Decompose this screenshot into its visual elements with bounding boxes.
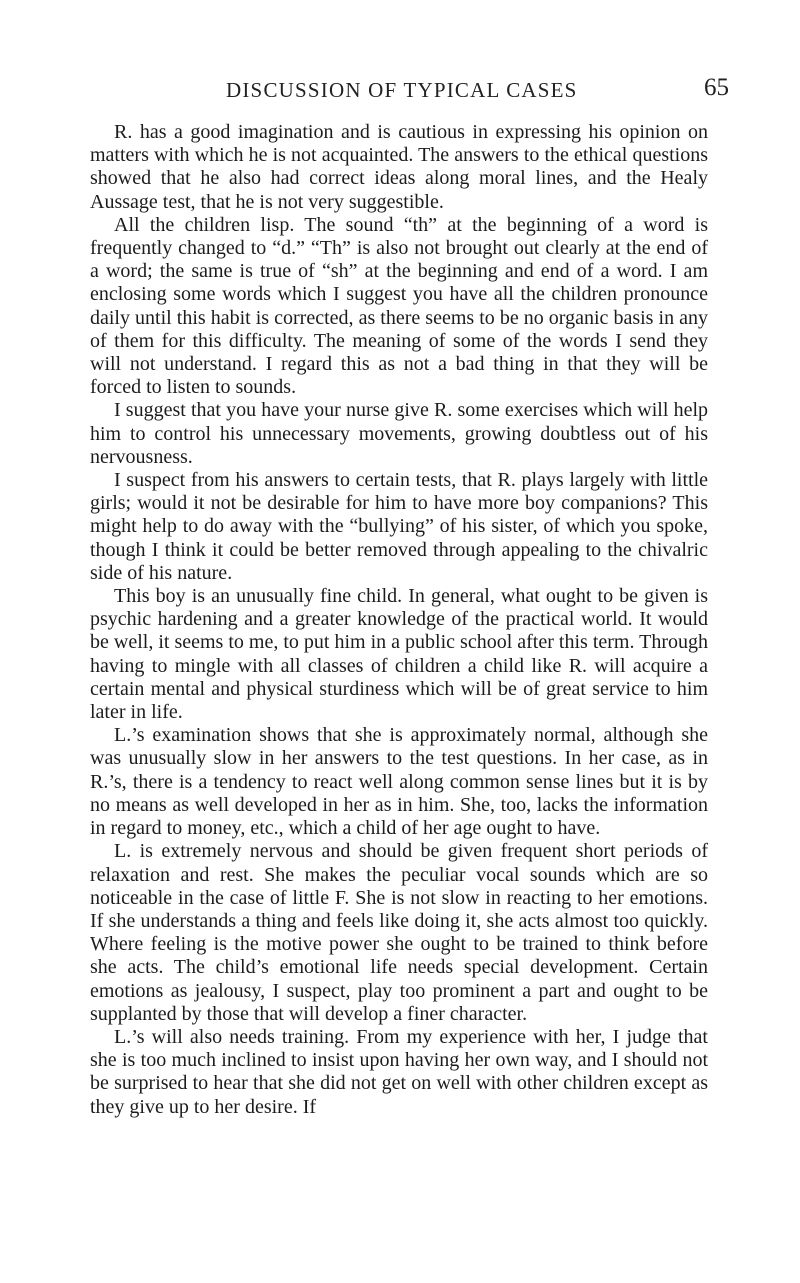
paragraph: R. has a good imagination and is cautious in expressing his opinion on matters with which he is not acquainted. The answers to the ethical questions showed that he also had correct ideas along moral lines, and the Healy Aussage test, that he is not very suggestible. — [90, 121, 708, 213]
paragraph: I suspect from his answers to certain tests, that R. plays largely with little girls; would it not be desirable for him to have more boy companions? This might help to do away with the “bullying” of his sister, of which you spoke, though I think it could be better removed through appealing to the chivalric side of his nature. — [90, 469, 708, 584]
running-head: DISCUSSION OF TYPICAL CASES — [226, 78, 578, 102]
paragraph: L. is extremely nervous and should be given frequent short periods of relaxation and rest. She makes the peculiar vocal sounds which are so noticeable in the case of little F. She is not slow in reacting to her emotions. If she understands a thing and feels like doing it, she acts almost too quickly. Where feeling is the motive power she ought to be trained to think before she acts. The child’s emotional life needs special development. Certain emotions as jealousy, I suspect, play too prominent a part and ought to be supplanted by those that will develop a finer character. — [90, 840, 708, 1025]
paragraph: L.’s will also needs training. From my experience with her, I judge that she is too much inclined to insist upon having her own way, and I should not be surprised to hear that she did not get on well with other children except as they give up to her desire. If — [90, 1025, 708, 1118]
paragraph: I suggest that you have your nurse give R. some exercises which will help him to control his unnecessary movements, growing doubtless out of his nervousness. — [90, 399, 708, 468]
paragraph: All the children lisp. The sound “th” at the beginning of a word is frequently changed to “d.” “Th” is also not brought out clearly at the end of a word; the same is true of “sh” at the beginning and end of a word. I am enclosing some words which I suggest you have all the children pronounce daily until this habit is corrected, as there seems to be no organic basis in any of them for this difficulty. The meaning of some of the words I send they will not understand. I regard this as not a bad thing in that they will be forced to listen to sounds. — [90, 213, 708, 399]
paragraph: L.’s examination shows that she is approximately normal, although she was unusually slow in her answers to the test questions. In her case, as in R.’s, there is a tendency to react well along common sense lines but it is by no means as well developed in her as in him. She, too, lacks the information in regard to money, etc., which a child of her age ought to have. — [90, 724, 708, 840]
page-number: 65 — [704, 74, 729, 101]
paragraph: This boy is an unusually fine child. In general, what ought to be given is psychic hardening and a greater knowledge of the practical world. It would be well, it seems to me, to put him in a public school after this term. Through having to mingle with all classes of children a child like R. will acquire a certain mental and physical sturdiness which will be of great service to him later in life. — [90, 585, 708, 724]
body-text — [90, 121, 708, 1119]
